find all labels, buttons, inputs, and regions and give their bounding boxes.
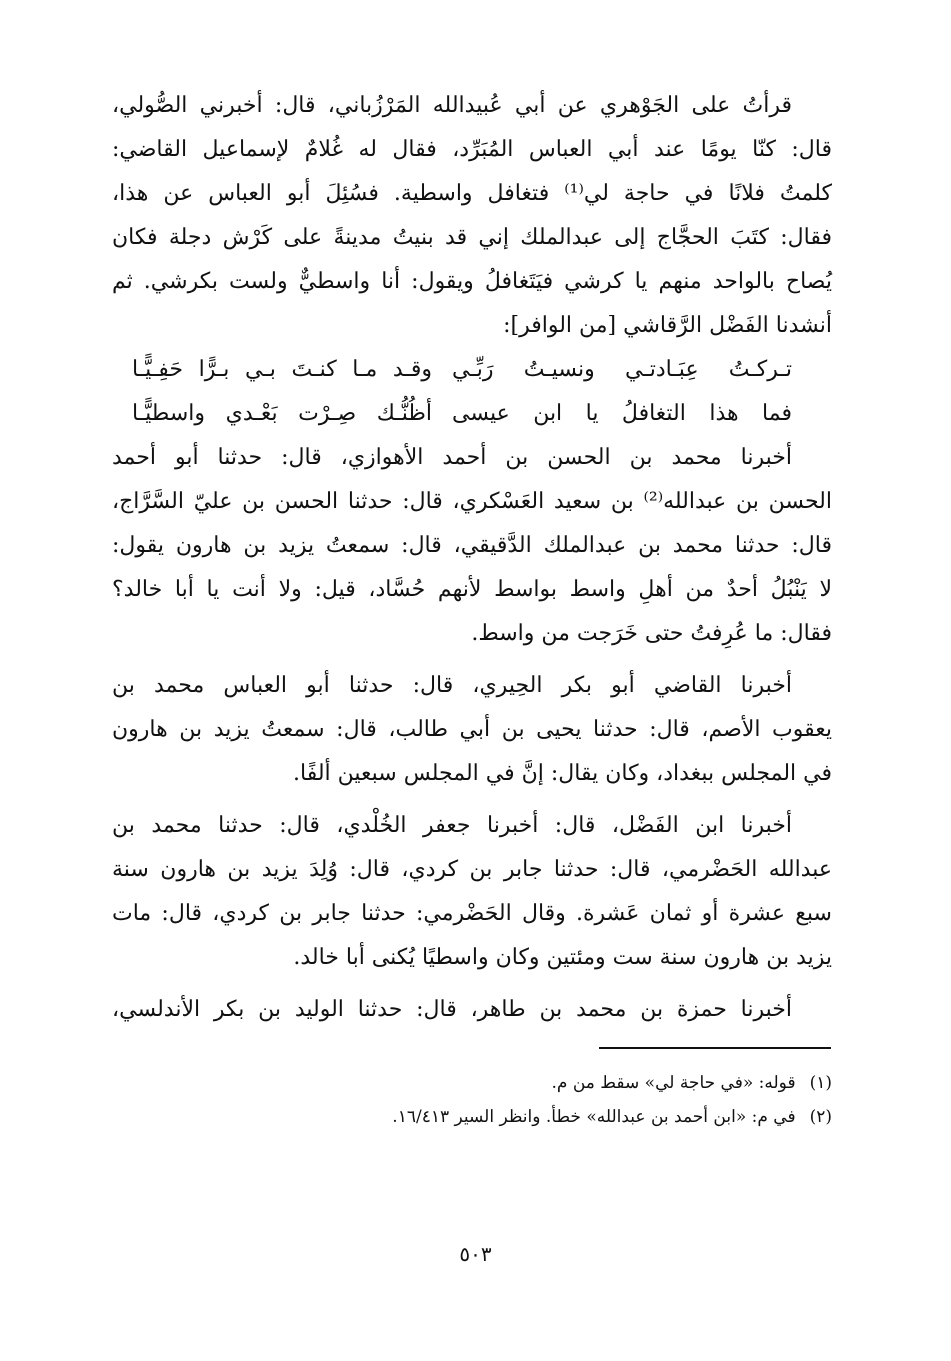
- text-line: فقال: ما عُرِفتُ حتى خَرَجت من واسط.: [471, 621, 832, 646]
- text-line: عبدالله الحَضْرمي، قال: حدثنا جابر بن كردي، قال: وُلِدَ يزيد بن هارون سنة: [112, 857, 832, 882]
- main-text: [112, 84, 832, 1032]
- text-line: سبع عشرة أو ثمان عَشرة. وقال الحَضْرمي: حدثنا جابر بن كردي، قال: مات: [112, 901, 832, 926]
- poem-verse: [112, 348, 832, 392]
- text-line: قال: كنّا يومًا عند أبي العباس المُبَرِّد، فقال له غُلامٌ لإسماعيل القاضي:: [112, 137, 832, 162]
- text-line: أخبرنا حمزة بن محمد بن طاهر، قال: حدثنا الوليد بن بكر الأندلسي،: [112, 997, 792, 1022]
- verse-second-hemistich: وقـد مـا كنـتَ بـي بـرًّا حَفِـيًّـا: [132, 357, 432, 382]
- text-line: أنشدنا الفَضْل الرَّقاشي [من الوافر]:: [503, 313, 832, 338]
- text-line: فقال: كتَبَ الحجَّاج إلى عبدالملك إني قد بنيتُ مدينةً على كَرْش دجلة فكان: [112, 225, 832, 250]
- text-line: قرأتُ على الجَوْهري عن أبي عُبيدالله المَرْزُباني، قال: أخبرني الصُّولي،: [112, 93, 792, 118]
- verse-first-hemistich: فما هذا التغافلُ يا ابن عيسى: [452, 401, 792, 426]
- text-line: قال: حدثنا محمد بن عبدالملك الدَّقيقي، قال: سمعتُ يزيد بن هارون يقول:: [112, 533, 832, 558]
- text-line: أخبرنا ابن الفَضْل، قال: أخبرنا جعفر الخُلْدي، قال: حدثنا محمد بن: [112, 813, 792, 838]
- text-line: في المجلس ببغداد، وكان يقال: إنَّ في المجلس سبعين ألفًا.: [293, 761, 832, 786]
- text-line: يزيد بن هارون سنة ست ومئتين وكان واسطيًا يُكنى أبا خالد.: [293, 945, 832, 970]
- page-number: ٥٠٣: [459, 1242, 492, 1266]
- poem-verse: [112, 392, 832, 436]
- text-line: الحسن بن عبدالله⁽²⁾ بن سعيد العَسْكري، قال: حدثنا الحسن بن عليّ السَّرَّاج،: [112, 489, 832, 514]
- footnote-divider: [599, 1047, 831, 1049]
- footnote-text: في م: «ابن أحمد بن عبدالله» خطأ. وانظر السير ١٦/٤١٣.: [392, 1107, 796, 1127]
- footnotes: [200, 1066, 832, 1134]
- footnote: [200, 1066, 832, 1100]
- text-line: كلمتُ فلانًا في حاجة لي⁽¹⁾ فتغافل واسطية. فسُئِلَ أبو العباس عن هذا،: [112, 181, 833, 206]
- footnote-number: (١): [809, 1073, 832, 1093]
- text-line: أخبرنا محمد بن الحسن بن أحمد الأهوازي، قال: حدثنا أبو أحمد: [112, 445, 792, 470]
- text-line: لا يَنْبُلُ أحدٌ من أهلِ واسط بواسط لأنهم حُسَّاد، قيل: ولا أنت يا أبا خالد؟: [112, 577, 832, 602]
- verse-first-hemistich: تـركـتُ عِبَـادتـي ونسيـتُ رَبِّـي: [452, 357, 792, 382]
- verse-second-hemistich: أظُنُّـك صِـرْت بَعْـدي واسطيًّـا: [132, 401, 432, 426]
- footnote: [200, 1100, 832, 1134]
- text-line: أخبرنا القاضي أبو بكر الحِيري، قال: حدثنا أبو العباس محمد بن: [112, 673, 792, 698]
- text-line: يُصاح بالواحد منهم يا كرشي فيَتَغافلُ ويقول: أنا واسطيٌّ ولست بكرشي. ثم: [112, 269, 832, 294]
- footnote-number: (٢): [809, 1107, 832, 1127]
- text-line: يعقوب الأصم، قال: حدثنا يحيى بن أبي طالب، قال: سمعتُ يزيد بن هارون: [112, 717, 832, 742]
- footnote-text: قوله: «في حاجة لي» سقط من م.: [551, 1073, 796, 1093]
